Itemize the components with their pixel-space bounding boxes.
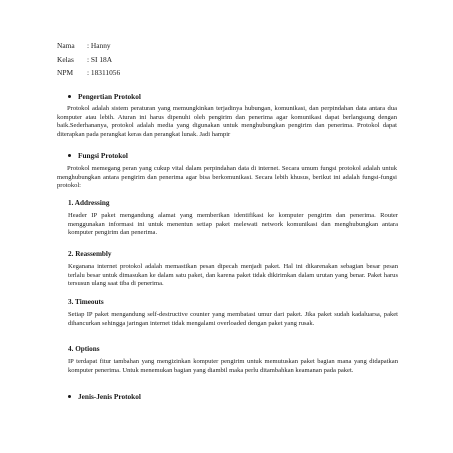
npm-row [57, 66, 120, 80]
fungsi-paragraph: Protokol memegang peran yang cukup vital dalam perpindahan data di internet. Secara umum fungsi protokol adalah untuk menghubungkan antara pengirim dan penerima agar bisa berkomunikasi. Secara lebih khusus, berikut ini adalah fungsi-fungsi protokol: [57, 165, 397, 190]
nama-label: Nama [57, 41, 75, 50]
npm-value: : 18311056 [87, 68, 121, 77]
kelas-label: Kelas [57, 54, 74, 64]
bullet-icon [68, 95, 71, 98]
timeouts-heading: 3. Timeouts [68, 298, 104, 306]
npm-label: NPM [57, 68, 74, 77]
addressing-heading: 1. Addressing [68, 199, 110, 207]
nama-value: : Hanny [87, 41, 111, 50]
jenis-heading [68, 392, 141, 401]
fungsi-heading-text: Fungsi Protokol [78, 151, 128, 160]
options-paragraph: IP terdapat fitur tambahan yang mengizinkan komputer pengirim untuk memutuskan paket bagian mana yang didapatkan komputer penerima. Untuk menemukan bagian yang diambil maka perlu ditambahkan keamanan pada paket. [68, 358, 398, 374]
jenis-heading-text: Jenis-Jenis Protokol [78, 392, 141, 401]
bullet-icon [68, 395, 71, 398]
kelas-row [57, 53, 120, 67]
addressing-paragraph: Header IP paket mengandung alamat yang memberikan identifikasi ke komputer pengirim dan penerima. Router menggunakan informasi ini untuk menentun setiap paket melewati network komunikasi dan menghubungkan antara komputer pengirim dan penerima. [68, 212, 398, 237]
timeouts-paragraph: Setiap IP paket mengandung self-destructive counter yang membatasi umur dari paket. Jika paket sudah kadaluarsa, paket dihancurkan sehingga jaringan internet tidak mengalami overloaded dengan paket yang rusak. [68, 311, 398, 327]
pengertian-heading-text: Pengertian Protokol [78, 92, 141, 101]
reassembly-paragraph: Keganana internet protokol adalah memastikan pesan dipecah menjadi paket. Hal ini dikarenakan sebagian besar pesan terlalu besar untuk dimasukan ke dalam satu paket, dan karena paket tidak dikirimkan dalam urutan yang benar. Paket harus tersusun ulang saat tiba di penerima. [68, 263, 398, 288]
student-info [57, 39, 120, 80]
bullet-icon [68, 154, 71, 157]
fungsi-heading [68, 151, 128, 160]
reassembly-heading: 2. Reassembly [68, 250, 112, 258]
pengertian-paragraph: Protokol adalah sistem peraturan yang memungkinkan terjadinya hubungan, komunikasi, dan perpindahan data antara dua komputer atau lebih. Aturan ini harus dipenuhi oleh pengirim dan penerima agar komunikasi dapat berlangsung dengan baik.Sederhananya, protokol adalah media yang digunakan untuk menghubungkan pengirim dan penerima. Protokol dapat diterapkan pada perangkat keras dan perangkat lunak. Jadi hampir [57, 105, 397, 138]
nama-row [57, 39, 120, 53]
pengertian-heading [68, 92, 141, 101]
options-heading: 4. Options [68, 345, 100, 353]
kelas-value: : SI 18A [87, 54, 113, 64]
